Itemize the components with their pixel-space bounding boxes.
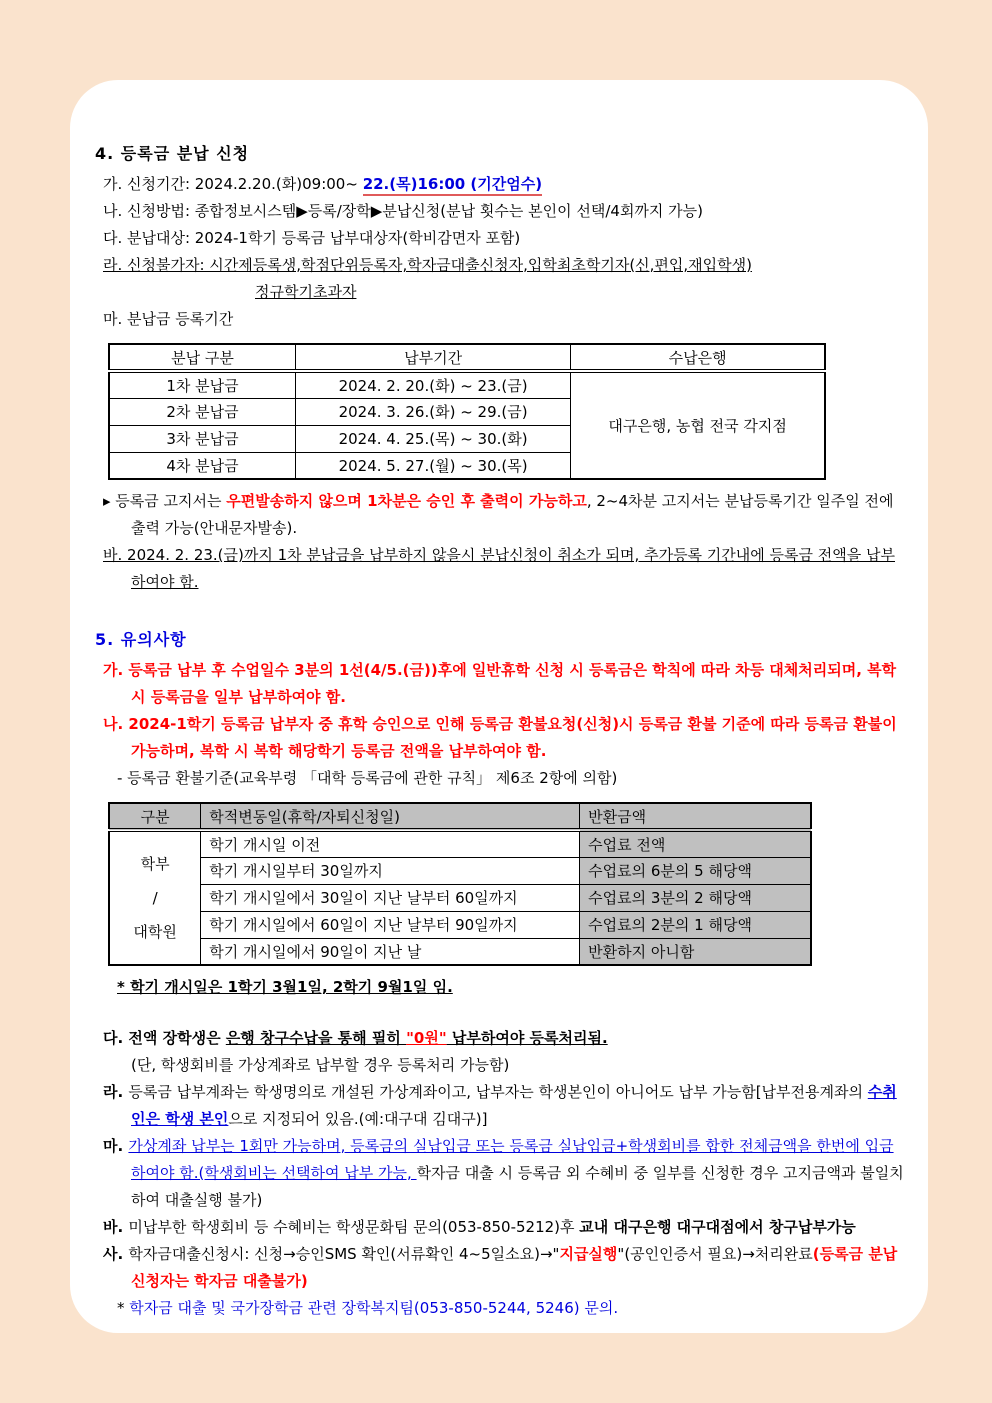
bank-branch-bold-text: 교내 대구은행 대구대점에서 창구납부가능	[579, 1218, 856, 1236]
refund-header-row	[109, 803, 811, 830]
col-header-period: 납부기간	[295, 344, 570, 371]
bill-notice-text1: 등록금 고지서는	[110, 492, 227, 510]
refund-amount: 수업료의 3분의 2 해당액	[580, 884, 811, 911]
not-allowed-line2: 정규학기초과자	[255, 283, 357, 301]
bill-notice-text2: , 2~4차분 고지서는 분납등록기간 일주일 전에 출력 가능(안내문자발송).	[131, 492, 894, 537]
refund-table	[108, 802, 812, 966]
installment-label: 2차 분납금	[109, 398, 295, 425]
apply-deadline-text: 22.(목)16:00 (기간엄수)	[363, 175, 542, 196]
apply-method-line: 나. 신청방법: 종합정보시스템▶등록/장학▶분납신청(분납 횟수는 본인이 선택/4회까지 가능)	[103, 202, 704, 220]
single-deposit-blue-text: 가상계좌 납부는 1회만 가능하며, 등록금의 실납입금 또는 등록금 실납입금+학생회비를 합한 전체금액을 한번에 입금하여야 함.(학생회비는 선택하여 납부 가능,	[128, 1137, 894, 1182]
virtual-account-text2: 으로 지정되어 있음.(예:대구대 김대구)]	[228, 1110, 488, 1128]
installment-header-row	[109, 344, 825, 371]
refund-amount: 수업료의 6분의 5 해당액	[580, 857, 811, 884]
item-prefix: 마.	[103, 1137, 129, 1155]
bill-notice-line	[103, 488, 908, 542]
refund-amount: 수업료 전액	[580, 830, 811, 857]
installment-period: 2024. 2. 20.(화) ~ 23.(금)	[295, 371, 570, 398]
group-line: 학부	[140, 855, 170, 873]
scholarship-line	[103, 1025, 908, 1052]
col-header-division: 분납 구분	[109, 344, 295, 371]
section4-title: 4. 등록금 분납 신청	[95, 144, 250, 163]
item-prefix: 사.	[103, 1245, 129, 1263]
contact-text: 학자금 대출 및 국가장학금 관련 장학복지팀(053-850-5244, 5246) 문의.	[124, 1299, 619, 1317]
loan-restriction-text: (등록금 분납신청자는 학자금 대출불가)	[131, 1245, 898, 1290]
loan-process-text3: 료	[798, 1245, 813, 1263]
single-deposit-black-text: 학자금 대출 시 등록금 외 수혜비 중 일부를 신청한 경우 고지금액과 불일치하여 대출실행 불가)	[131, 1164, 904, 1209]
col-header-bank: 수납은행	[571, 344, 825, 371]
asterisk-icon: *	[117, 1299, 125, 1317]
installment-period: 2024. 5. 27.(월) ~ 30.(목)	[295, 452, 570, 479]
refund-row	[109, 911, 811, 938]
scholarship-underline2: 납부하여야 등록처리됨.	[446, 1029, 608, 1047]
apply-period-label: 가. 신청기간: 2024.2.20.(화)09:00~	[103, 175, 363, 193]
apply-period-line	[103, 171, 908, 198]
col-header-category: 구분	[109, 803, 201, 830]
student-group-cell	[109, 830, 201, 965]
refund-when: 학기 개시일 이전	[201, 830, 580, 857]
col-header-change-date: 학적변동일(휴학/자퇴신청일)	[201, 803, 580, 830]
installment-table	[108, 343, 826, 480]
document-card	[70, 80, 928, 1333]
semester-start-note: * 학기 개시일은 1학기 3월1일, 2학기 9월1일 임.	[117, 978, 453, 996]
refund-when: 학기 개시일부터 30일까지	[201, 857, 580, 884]
refund-row	[109, 884, 811, 911]
item-prefix: 바.	[103, 1218, 129, 1236]
scholarship-subnote: (단, 학생회비를 가상계좌로 납부할 경우 등록처리 가능함)	[131, 1056, 510, 1074]
virtual-account-line	[103, 1079, 908, 1133]
unpaid-fee-line	[103, 1214, 908, 1241]
installment-row	[109, 371, 825, 398]
col-header-refund-amount: 반환금액	[580, 803, 811, 830]
refund-row	[109, 830, 811, 857]
installment-label: 1차 분납금	[109, 371, 295, 398]
triangle-bullet-icon: ▸	[103, 492, 111, 510]
not-allowed-line1: 라. 신청불가자: 시간제등록생,학점단위등록자,학자금대출신청자,입학최초학기자(신,편입,재입학생)	[103, 256, 752, 274]
loan-process-text1: 학자금대출신청시: 신청→승인SMS 확인(서류확인 4~5일소요)→"	[128, 1245, 560, 1263]
scholarship-underline1: 은행 창구수납을 통해 필히	[225, 1029, 407, 1047]
leave-rule-line: 가. 등록금 납부 후 수업일수 3분의 1선(4/5.(금))후에 일반휴학 신청 시 등록금은 학칙에 따라 차등 대체처리되며, 복학 시 등록금을 일부 납부하여야 함.	[103, 661, 897, 706]
bank-cell: 대구은행, 농협 전국 각지점	[571, 371, 825, 479]
refund-row	[109, 938, 811, 965]
installment-period: 2024. 4. 25.(목) ~ 30.(화)	[295, 425, 570, 452]
virtual-account-text1: 등록금 납부계좌는 학생명의로 개설된 가상계좌이고, 납부자는 학생본인이 아니어도 납부 가능함[납부전용계좌의	[128, 1083, 868, 1101]
item-prefix: 라.	[103, 1083, 129, 1101]
refund-when: 학기 개시일에서 30일이 지난 날부터 60일까지	[201, 884, 580, 911]
group-line: /	[152, 889, 158, 907]
refund-row	[109, 857, 811, 884]
loan-process-text2: "(공인인증서 필요)→처리완	[617, 1245, 799, 1263]
single-deposit-line	[103, 1133, 908, 1214]
contact-line	[117, 1295, 908, 1322]
refund-rule-line: 나. 2024-1학기 등록금 납부자 중 휴학 승인으로 인해 등록금 환불요청(신청)시 등록금 환불 기준에 따라 등록금 환불이 가능하며, 복학 시 복학 해당학기 등록금 전액을 납부하여야 함.	[103, 715, 897, 760]
installment-label: 3차 분납금	[109, 425, 295, 452]
bill-notice-red-text: 우편발송하지 않으며 1차분은 승인 후 출력이 가능하고	[226, 492, 587, 510]
installment-period: 2024. 3. 26.(화) ~ 29.(금)	[295, 398, 570, 425]
refund-when: 학기 개시일에서 90일이 지난 날	[201, 938, 580, 965]
target-line: 다. 분납대상: 2024-1학기 등록금 납부대상자(학비감면자 포함)	[103, 229, 521, 247]
group-line: 대학원	[133, 923, 177, 941]
student-loan-line	[103, 1241, 908, 1295]
unpaid-fee-text: 미납부한 학생회비 등 수혜비는 학생문화팀 문의(053-850-5212)후	[128, 1218, 580, 1236]
section5-title: 5. 유의사항	[95, 630, 187, 649]
installment-label: 4차 분납금	[109, 452, 295, 479]
installment-period-title: 마. 분납금 등록기간	[103, 310, 234, 328]
loan-execute-text: 지급실행	[559, 1245, 618, 1263]
zero-won-text: "0원"	[406, 1029, 447, 1047]
payee-highlight-text: 수취인은 학생 본인	[131, 1083, 897, 1128]
scholarship-text1: 다. 전액 장학생은	[103, 1029, 226, 1047]
refund-amount: 수업료의 2분의 1 해당액	[580, 911, 811, 938]
cancel-notice-line: 바. 2024. 2. 23.(금)까지 1차 분납금을 납부하지 않을시 분납신청이 취소가 되며, 추가등록 기간내에 등록금 전액을 납부하여야 함.	[103, 546, 895, 591]
refund-amount: 반환하지 아니함	[580, 938, 811, 965]
refund-when: 학기 개시일에서 60일이 지난 날부터 90일까지	[201, 911, 580, 938]
refund-standard-source: - 등록금 환불기준(교육부령 「대학 등록금에 관한 규칙」 제6조 2항에 의함)	[117, 769, 618, 787]
